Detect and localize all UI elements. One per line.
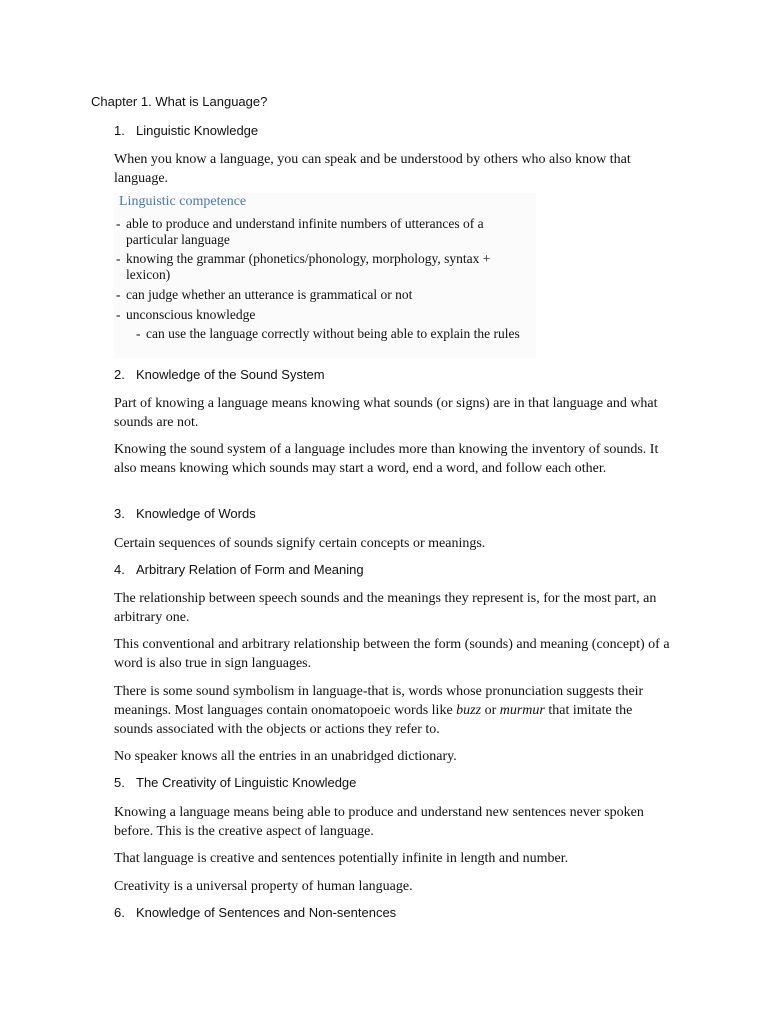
- section-heading-6: [114, 905, 396, 920]
- bullet: -: [116, 287, 121, 302]
- section-title: Knowledge of Sentences and Non-sentences: [136, 905, 397, 920]
- list-item-text: can use the language correctly without being able to explain the rules: [146, 326, 520, 341]
- section-number: 5.: [114, 775, 125, 790]
- section-number: 1.: [114, 123, 125, 138]
- paragraph: This conventional and arbitrary relationship between the form (sounds) and meaning (concept) of a word is also true in sign languages.: [114, 637, 670, 671]
- section-number: 4.: [114, 562, 125, 577]
- section-title: Knowledge of Words: [136, 506, 256, 521]
- linguistic-competence-figure: [114, 193, 536, 358]
- sound-symbolism-paragraph: [114, 682, 674, 739]
- section-heading-2: [114, 367, 325, 382]
- paragraph: No speaker knows all the entries in an unabridged dictionary.: [114, 749, 457, 764]
- section-heading-5: [114, 775, 356, 790]
- list-item: [116, 307, 536, 323]
- section-number: 2.: [114, 367, 125, 382]
- paragraph: That language is creative and sentences potentially infinite in length and number.: [114, 851, 569, 866]
- paragraph: Part of knowing a language means knowing what sounds (or signs) are in that language and what sounds are not.: [114, 396, 658, 430]
- paragraph: When you know a language, you can speak and be understood by others who also know that language.: [114, 152, 631, 186]
- paragraph: Knowing a language means being able to produce and understand new sentences never spoken before. This is the creative aspect of language.: [114, 805, 644, 839]
- section-heading-3: [114, 506, 256, 521]
- section-number: 6.: [114, 905, 125, 920]
- bullet: -: [116, 307, 121, 322]
- bullet: -: [116, 216, 121, 231]
- bullet: -: [116, 251, 121, 266]
- example-word-murmur: murmur: [499, 703, 545, 718]
- chapter-title: Chapter 1. What is Language?: [91, 94, 268, 109]
- list-item-text: knowing the grammar (phonetics/phonology, morphology, syntax + lexicon): [126, 251, 491, 282]
- text-run: or: [481, 703, 500, 718]
- section-number: 3.: [114, 506, 125, 521]
- example-word-buzz: buzz: [456, 703, 482, 718]
- list-item-text: can judge whether an utterance is grammatical or not: [126, 287, 413, 302]
- section-title: Arbitrary Relation of Form and Meaning: [136, 562, 364, 577]
- list-item-text: able to produce and understand infinite numbers of utterances of a particular language: [126, 216, 484, 247]
- text-run: There is some sound symbolism in language-that is, words whose pronunciation suggests their meanings. Most languages contain onomatopoeic words like: [114, 684, 644, 718]
- list-item: [116, 287, 536, 303]
- list-item: [116, 251, 536, 283]
- paragraph: Knowing the sound system of a language includes more than knowing the inventory of sounds. It also means knowing which sounds may start a word, end a word, and follow each other.: [114, 442, 659, 476]
- section-title: Linguistic Knowledge: [136, 123, 259, 138]
- list-item: [116, 216, 536, 248]
- bullet: -: [136, 326, 141, 341]
- section-heading-4: [114, 562, 364, 577]
- paragraph: Certain sequences of sounds signify certain concepts or meanings.: [114, 536, 486, 551]
- section-title: The Creativity of Linguistic Knowledge: [136, 775, 357, 790]
- figure-title: Linguistic competence: [119, 194, 247, 209]
- sub-list-item: [136, 326, 536, 342]
- section-heading-1: [114, 123, 258, 138]
- text-run: that imitate the sounds associated with the objects or actions they refer to.: [114, 703, 633, 737]
- section-title: Knowledge of the Sound System: [136, 367, 325, 382]
- paragraph: Creativity is a universal property of human language.: [114, 879, 413, 894]
- list-item-text: unconscious knowledge: [126, 307, 256, 322]
- paragraph: The relationship between speech sounds and the meanings they represent is, for the most part, an arbitrary one.: [114, 591, 657, 625]
